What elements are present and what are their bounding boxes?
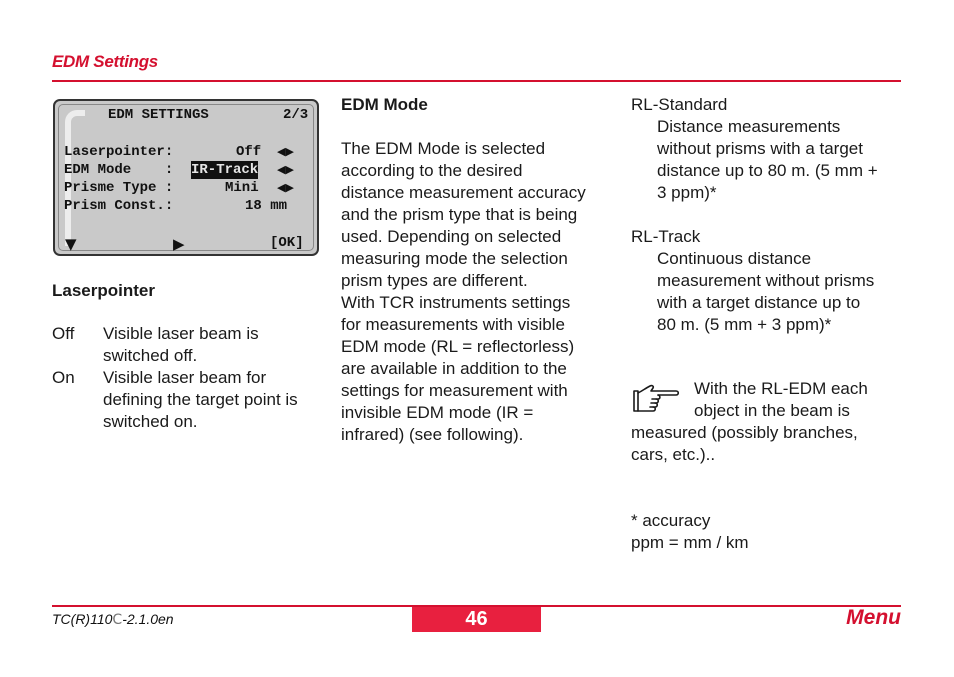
page-down-arrow-icon[interactable]: ▼ <box>65 235 77 253</box>
lcd-row-label: EDM Mode : <box>64 162 174 178</box>
accuracy-footnote: * accuracy ppm = mm / km <box>631 511 749 552</box>
lcd-display <box>53 99 319 256</box>
note-text-cont: measured (possibly branches, cars, etc.).. <box>631 423 858 464</box>
left-right-arrows-icon: ◀▶ <box>277 145 294 158</box>
lcd-row-label: Laserpointer: <box>64 144 174 160</box>
definition-text: Visible laser beam is switched off. <box>103 324 259 365</box>
note-text: With the RL-EDM each object in the beam is <box>694 379 868 420</box>
left-right-arrows-icon: ◀▶ <box>277 181 294 194</box>
edm-mode-heading: EDM Mode <box>341 95 428 114</box>
chapter-title: Menu <box>846 606 901 629</box>
definition-term: On <box>52 368 75 387</box>
rl-modes-section: RL-Standard Distance measurements without prisms with a target distance up to 80 m. (5 mm + 3 ppm)* RL-Track Continuous distance measurement without prisms with a target distance up to 80 m. (5 mm + 3 ppm)* <box>631 94 911 336</box>
lcd-row-value: 18 mm <box>245 198 288 214</box>
rl-track-title: RL-Track <box>631 227 701 246</box>
pointing-hand-icon <box>632 382 680 414</box>
c-outline-symbol: C <box>112 612 123 628</box>
definition-term: Off <box>52 324 75 343</box>
left-right-arrows-icon: ◀▶ <box>277 163 294 176</box>
header-divider <box>52 80 901 82</box>
next-arrow-icon[interactable]: ▶ <box>173 235 185 253</box>
laserpointer-heading: Laserpointer <box>52 281 155 300</box>
lcd-row-value-selected[interactable]: IR-Track <box>191 162 259 178</box>
definition-text: Visible laser beam for defining the target point is switched on. <box>103 368 298 431</box>
document-id: TC(R)110C-2.1.0en <box>52 611 174 628</box>
lcd-row-label: Prisme Type : <box>64 180 174 196</box>
ok-softkey[interactable]: [OK] <box>270 235 304 251</box>
lcd-row-value[interactable]: Mini <box>225 180 259 196</box>
lcd-title: EDM SETTINGS <box>108 107 209 123</box>
rl-standard-title: RL-Standard <box>631 95 728 114</box>
edm-mode-section: EDM Mode The EDM Mode is selected according to the desired distance measurement accuracy and the prism type that is being used. Depending on selected measuring mode the selection prism types are different. With TCR instruments settings for measurements with visible EDM mode (RL = reflectorless) are available in addition to the settings for measurement with invisible EDM mode (IR = infrared) (see following). <box>341 94 623 446</box>
lcd-row-label: Prism Const.: <box>64 198 174 214</box>
lcd-page-indicator: 2/3 <box>283 107 309 123</box>
lcd-row-value[interactable]: Off <box>236 144 262 160</box>
section-title: EDM Settings <box>52 52 158 71</box>
page-number: 46 <box>412 607 541 632</box>
